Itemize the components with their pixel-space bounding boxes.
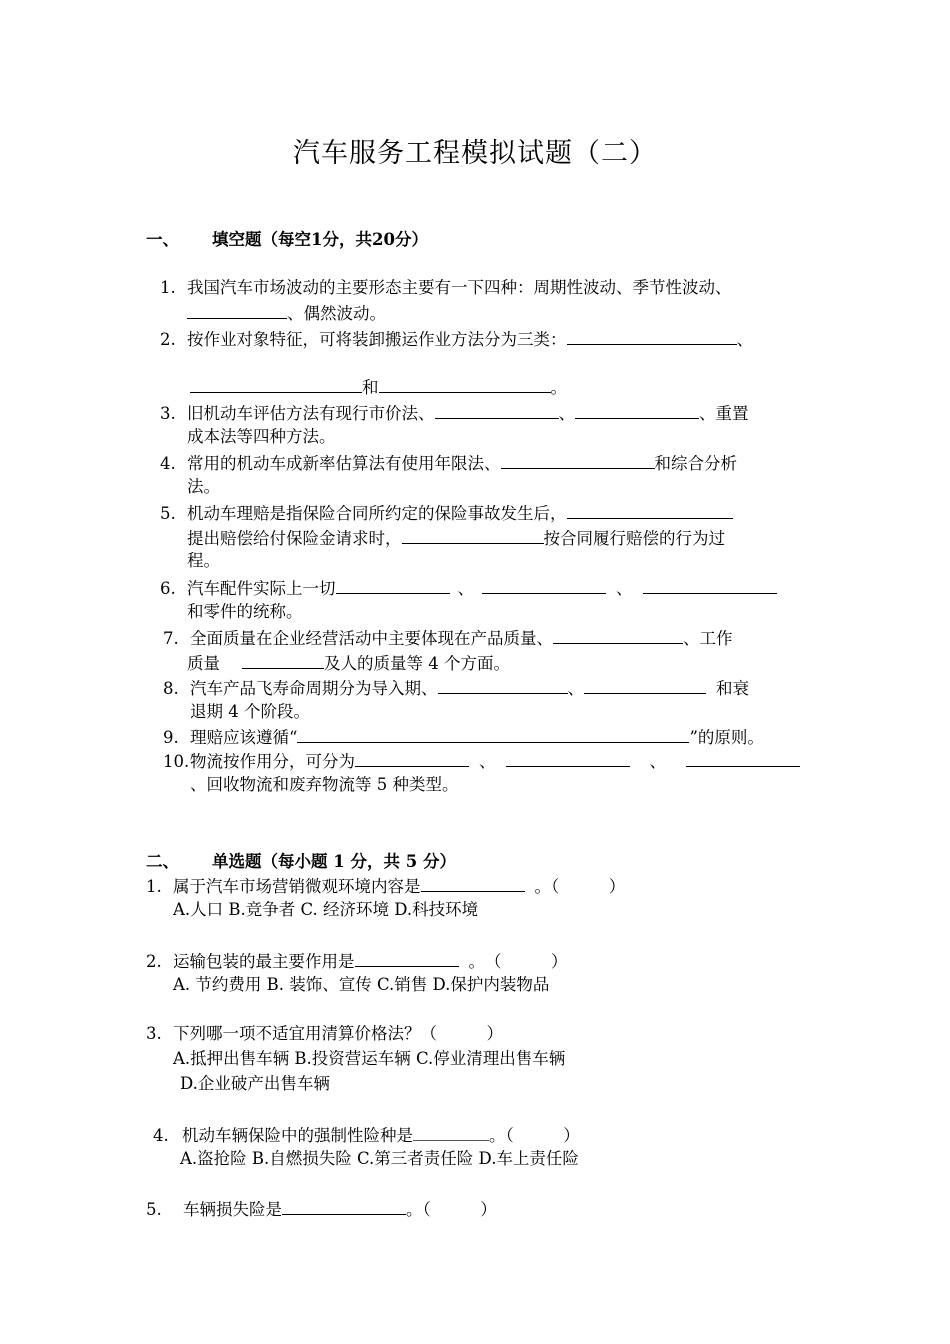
answer-blank[interactable] <box>402 525 544 544</box>
answer-blank[interactable] <box>643 575 777 594</box>
fill-question-8: 8. 汽车产品飞寿命周期分为导入期、 、 和衰 <box>163 675 749 701</box>
answer-blank[interactable] <box>438 675 568 694</box>
fill-question-6: 6. 汽车配件实际上一切 、 、 <box>160 575 777 601</box>
choice-question-4: 4. 机动车辆保险中的强制性险种是 。（ ） <box>153 1122 580 1148</box>
fill-question-8-cont: 退期 4 个阶段。 <box>190 702 310 721</box>
answer-blank[interactable] <box>567 500 733 519</box>
fill-question-3-cont: 成本法等四种方法。 <box>187 427 336 446</box>
choice-options-2: A. 节约费用 B. 装饰、宣传 C.销售 D.保护内装物品 <box>173 975 550 994</box>
answer-blank[interactable] <box>297 724 689 743</box>
fill-question-2-cont: 和 。 <box>190 374 567 400</box>
section-number: 一、 <box>146 230 179 249</box>
section-title: 单选题（每小题 1 分，共 5 分） <box>212 852 456 871</box>
choice-question-3: 3. 下列哪一项不适宜用清算价格法？（ ） <box>146 1024 503 1043</box>
answer-blank[interactable] <box>355 948 459 967</box>
answer-blank[interactable] <box>187 300 287 319</box>
choice-question-5: 5. 车辆损失险是 。（ ） <box>146 1196 497 1222</box>
section-title: 填空题（每空1分，共20分） <box>212 230 428 249</box>
fill-question-6-cont: 和零件的统称。 <box>187 602 303 621</box>
answer-blank[interactable] <box>575 400 699 419</box>
choice-question-2: 2. 运输包装的最主要作用是 。 （ ） <box>146 948 568 974</box>
fill-question-5: 5. 机动车理赔是指保险合同所约定的保险事故发生后， <box>160 500 733 526</box>
choice-options-1: A.人口 B.竞争者 C. 经济环境 D.科技环境 <box>173 900 479 919</box>
section-number: 二、 <box>146 852 179 871</box>
answer-blank[interactable] <box>553 625 683 644</box>
answer-blank[interactable] <box>482 575 606 594</box>
choice-question-1: 1. 属于汽车市场营销微观环境内容是 。（ ） <box>146 873 625 899</box>
page-title: 汽车服务工程模拟试题（二） <box>293 138 657 169</box>
fill-question-7-cont: 质量 及人的质量等 4 个方面。 <box>187 650 510 676</box>
answer-blank[interactable] <box>355 748 469 767</box>
fill-question-7: 7. 全面质量在企业经营活动中主要体现在产品质量、 、工作 <box>163 625 733 651</box>
fill-question-4: 4. 常用的机动车成新率估算法有使用年限法、 和综合分析 <box>160 450 737 476</box>
answer-blank[interactable] <box>242 650 324 669</box>
section-heading-choice <box>146 848 456 872</box>
answer-blank[interactable] <box>190 374 362 393</box>
fill-question-1-cont: 、偶然波动。 <box>187 300 386 326</box>
fill-question-3: 3. 旧机动车评估方法有现行市价法、 、 、重置 <box>160 400 749 426</box>
choice-options-3-cont: D.企业破产出售车辆 <box>180 1074 330 1093</box>
answer-blank[interactable] <box>506 748 630 767</box>
fill-question-4-cont: 法。 <box>187 477 220 496</box>
answer-blank[interactable] <box>282 1196 406 1215</box>
answer-blank[interactable] <box>435 400 559 419</box>
fill-question-10-cont: 、回收物流和废弃物流等 5 种类型。 <box>190 775 459 794</box>
answer-blank[interactable] <box>686 748 800 767</box>
answer-blank[interactable] <box>567 326 737 345</box>
answer-blank[interactable] <box>501 450 655 469</box>
answer-blank[interactable] <box>421 873 525 892</box>
answer-blank[interactable] <box>413 1122 489 1141</box>
fill-question-1: 1. 我国汽车市场波动的主要形态主要有一下四种：周期性波动、季节性波动、 <box>160 278 732 297</box>
fill-question-9: 9. 理赔应该遵循“ ”的原则。 <box>163 724 764 750</box>
answer-blank[interactable] <box>336 575 450 594</box>
section-heading-fill <box>146 226 428 250</box>
fill-question-2: 2. 按作业对象特征，可将装卸搬运作业方法分为三类： 、 <box>160 326 753 352</box>
fill-question-10: 10.物流按作用分，可分为 、 、 <box>163 748 800 774</box>
answer-blank[interactable] <box>584 675 706 694</box>
choice-options-4: A.盗抢险 B.自燃损失险 C.第三者责任险 D.车上责任险 <box>180 1149 579 1168</box>
fill-question-5-cont: 提出赔偿给付保险金请求时， 按合同履行赔偿的行为过 <box>187 525 725 551</box>
choice-options-3: A.抵押出售车辆 B.投资营运车辆 C.停业清理出售车辆 <box>173 1049 566 1068</box>
fill-question-5-cont2: 程。 <box>187 551 220 570</box>
answer-blank[interactable] <box>379 374 551 393</box>
